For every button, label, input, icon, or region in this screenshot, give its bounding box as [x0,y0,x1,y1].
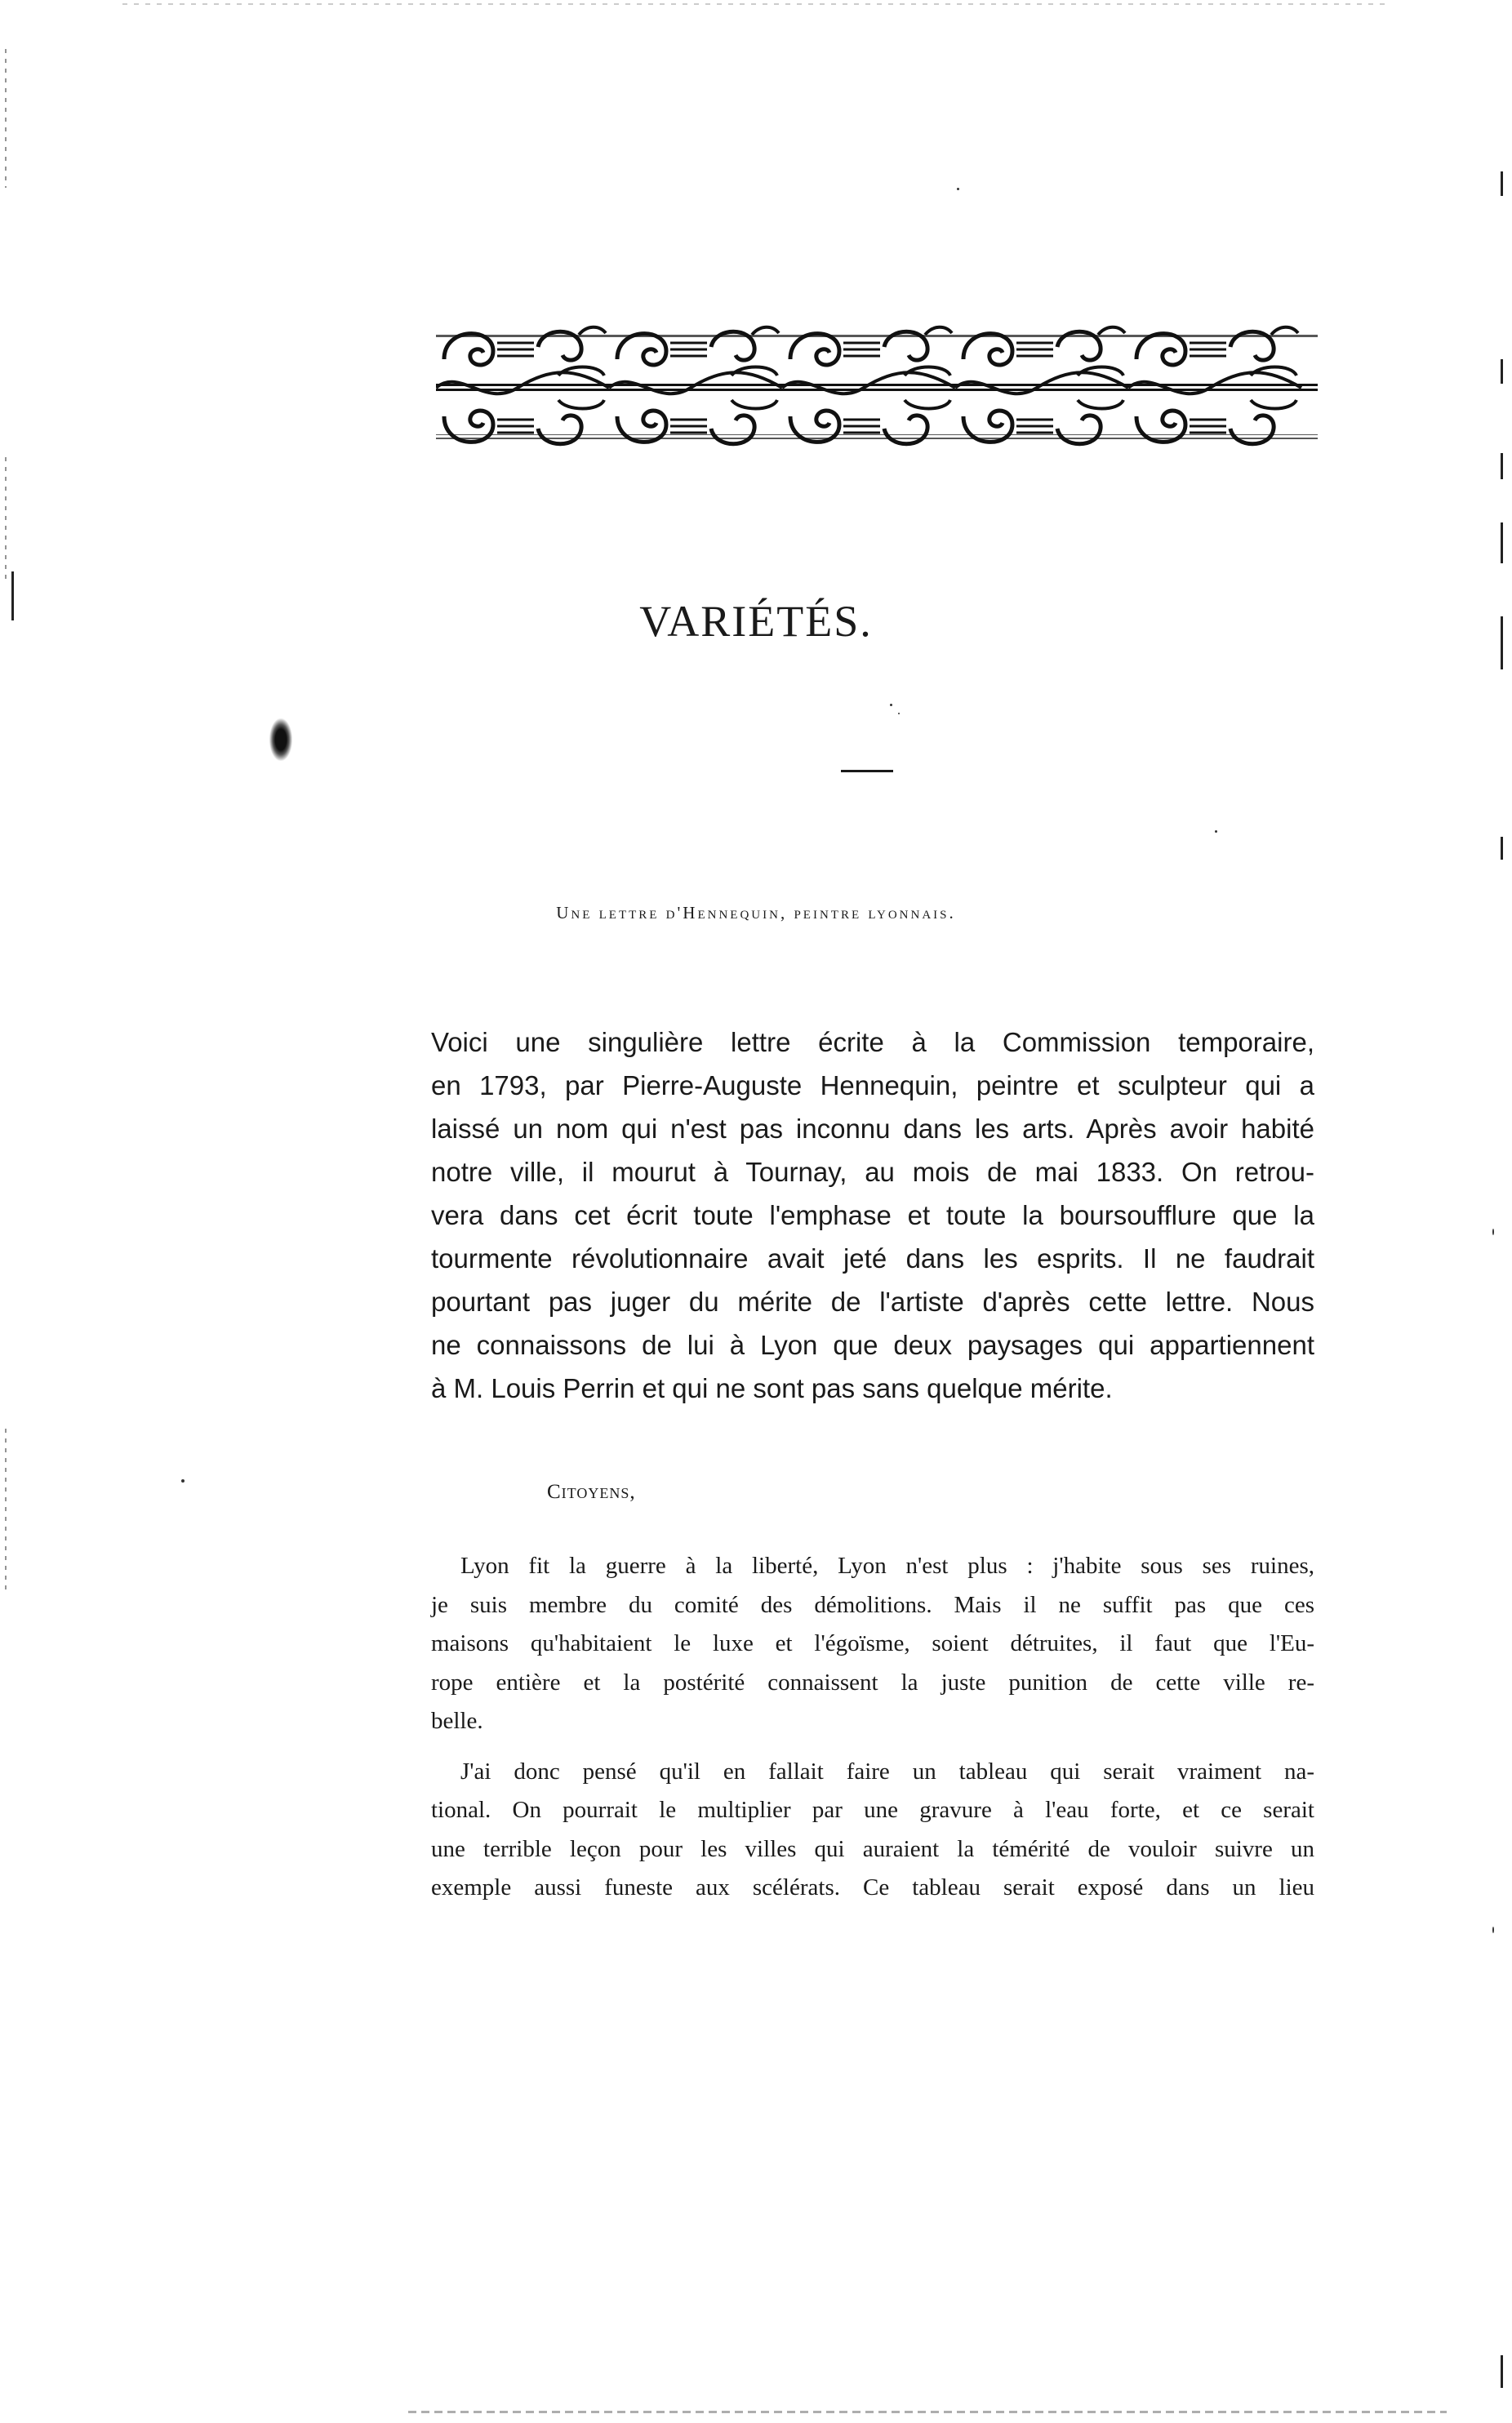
ink-speck [1492,1927,1494,1933]
ink-speck [890,704,892,706]
ink-speck [181,1479,185,1483]
text-line: à M. Louis Perrin et qui ne sont pas sans quelque mérite. [431,1373,1113,1403]
text-line: ne connaissons de lui à Lyon que deux paysages qui appartiennent [431,1330,1314,1360]
scan-edge-left [5,49,7,188]
scan-edge-bottom [408,2411,1447,2413]
text-line: tional. On pourrait le multiplier par une gravure à l'eau forte, et ce serait [431,1797,1314,1823]
ink-speck [957,188,959,190]
text-line: notre ville, il mourut à Tournay, au mois de mai 1833. On retrou- [431,1157,1314,1187]
text-line: exemple aussi funeste aux scélérats. Ce tableau serait exposé dans un lieu [431,1874,1314,1901]
text-line: maisons qu'habitaient le luxe et l'égoïsme, soient détruites, il faut que l'Eu- [431,1630,1314,1656]
scan-edge-left [5,1429,7,1592]
letter-body [431,1547,1314,1908]
letter-salutation: Citoyens, [547,1481,636,1503]
scan-edge-right [1501,2355,1503,2388]
text-line: en 1793, par Pierre-Auguste Hennequin, peintre et sculpteur qui a [431,1070,1314,1100]
scan-edge-right [1501,837,1503,860]
text-line: Lyon fit la guerre à la liberté, Lyon n'est plus : j'habite sous ses ruines, [460,1553,1314,1579]
scan-edge-right [1501,522,1503,563]
text-line: laissé un nom qui n'est pas inconnu dans les arts. Après avoir habité [431,1114,1314,1144]
ink-smudge [269,718,292,761]
article-subtitle: Une lettre d'Hennequin, peintre lyonnais. [556,903,956,923]
text-line: une terrible leçon pour les villes qui auraient la témérité de vouloir suivre un [431,1835,1314,1862]
scan-edge-top [122,3,1390,5]
scan-edge-left [5,457,7,580]
title-rule [841,770,893,772]
text-line: vera dans cet écrit toute l'emphase et toute la boursoufflure que la [431,1200,1314,1230]
text-line: rope entière et la postérité connaissent la juste punition de cette ville re- [431,1669,1314,1696]
text-line: tourmente révolutionnaire avait jeté dans les esprits. Il ne faudrait [431,1243,1314,1274]
text-line: belle. [431,1708,483,1734]
ink-speck [1215,830,1217,833]
text-line: J'ai donc pensé qu'il en fallait faire un tableau qui serait vraiment na- [460,1758,1314,1785]
text-line: Voici une singulière lettre écrite à la Commission temporaire, [431,1027,1314,1057]
page-title: VARIÉTÉS. [639,597,873,646]
decorative-ornament-band [436,310,1318,464]
text-line: pourtant pas juger du mérite de l'artiste d'après cette lettre. Nous [431,1287,1314,1317]
text-line: je suis membre du comité des démolitions. Mais il ne suffit pas que ces [431,1591,1314,1618]
ink-speck [898,713,900,714]
scan-edge-right [1501,359,1503,384]
scan-edge-right [1501,171,1503,196]
intro-paragraph [431,1020,1314,1410]
ink-speck [1492,1229,1494,1235]
scan-edge-right [1501,453,1503,479]
